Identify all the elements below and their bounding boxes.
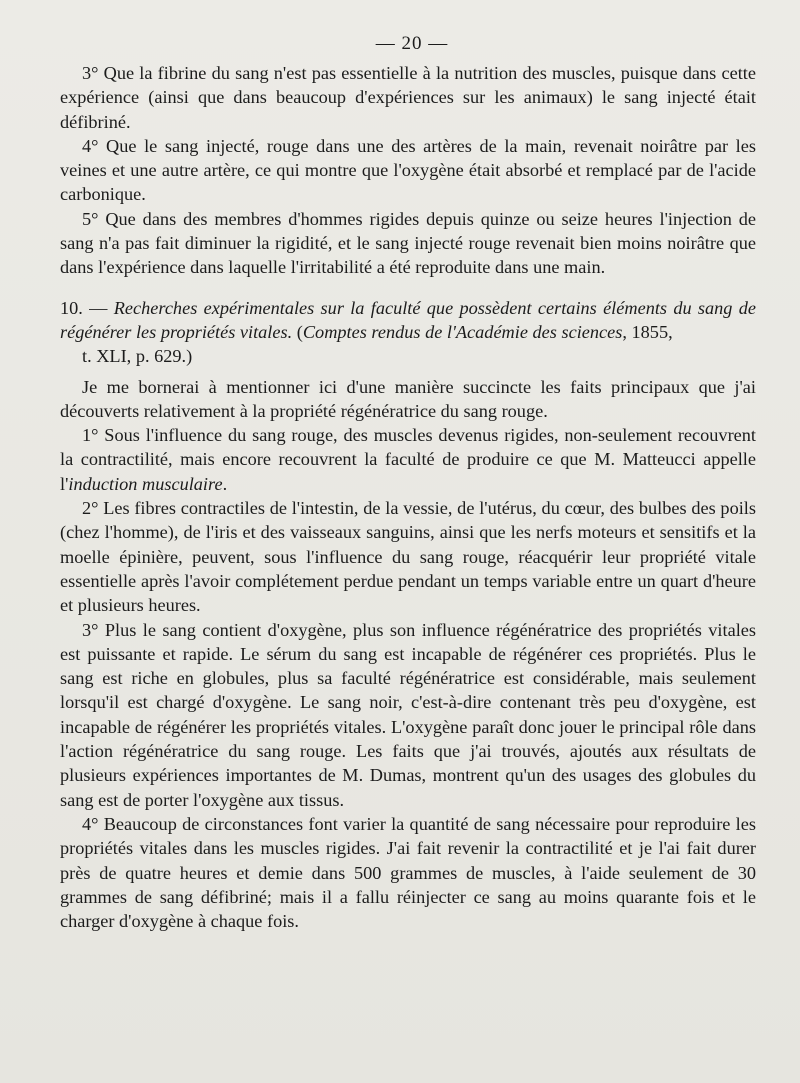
entry-title: Recherches expérimentales sur la faculté que possèdent certains éléments du sang de régénérer les propriétés vitales.: [60, 297, 756, 342]
paragraph-point-4: 4° Que le sang injecté, rouge dans une des artères de la main, revenait noirâtre par les veines et une autre artère, ce qui montre que l'oxygène était absorbé et remplacé par de l'acide carbonique.: [60, 135, 756, 205]
paragraph-finding-1: [60, 423, 756, 496]
entry-source-year: , 1855,: [622, 321, 673, 342]
entry-source-open: (: [292, 321, 303, 342]
finding-1-emphasis: induction musculaire: [68, 473, 223, 494]
paragraph-intro: Je me bornerai à mentionner ici d'une manière succincte les faits principaux que j'ai découverts relativement à la propriété régénératrice du sang rouge.: [60, 376, 756, 421]
paragraph-finding-3: 3° Plus le sang contient d'oxygène, plus son influence régénératrice des propriétés vitales est puissante et rapide. Le sérum du sang est incapable de régénérer ces propriétés. Plus le sang est riche en globules, plus sa faculté régénératrice est considérable, mais seulement lorsqu'il est chargé d'oxygène. Le sang noir, c'est-à-dire contenant très peu d'oxygène, est incapable de régénérer les propriétés vitales. L'oxygène paraît donc jouer le principal rôle dans l'action régénératrice du sang rouge. Les faits que j'ai trouvés, ajoutés aux résultats de plusieurs expériences importantes de M. Dumas, montrent qu'un des usages des globules du sang est de porter l'oxygène aux tissus.: [60, 619, 756, 810]
entry-number: 10. —: [60, 297, 114, 318]
bibliography-entry: [60, 296, 756, 369]
paragraph-finding-4: 4° Beaucoup de circonstances font varier la quantité de sang nécessaire pour reproduire les propriétés vitales dans les muscles rigides. J'ai fait revenir la contractilité et je l'ai fait durer près de quatre heures et demie dans 500 grammes de muscles, à l'aide seulement de 30 grammes de sang défibriné; mais il a fallu réinjecter ce sang au moins quarante fois et le charger d'oxygène à chaque fois.: [60, 813, 756, 932]
entry-source-ref: t. XLI, p. 629.): [82, 346, 193, 367]
paragraph-point-3: 3° Que la fibrine du sang n'est pas essentielle à la nutrition des muscles, puisque dans cette expérience (ainsi que dans beaucoup d'expériences sur les animaux) le sang injecté était défibriné.: [60, 63, 756, 132]
paragraph-point-5: 5° Que dans des membres d'hommes rigides depuis quinze ou seize heures l'injection de sang n'a pas fait diminuer la rigidité, et le sang injecté rouge revenait bien moins noirâtre que dans l'expérience dans laquelle l'irritabilité a été reproduite dans une main.: [60, 208, 756, 278]
entry-source-title: Comptes rendus de l'Académie des sciences: [302, 321, 623, 342]
finding-1-end: .: [222, 473, 228, 494]
finding-1-text: 1° Sous l'influence du sang rouge, des muscles devenus rigides, non-seulement recouvrent la contractilité, mais encore recouvrent la faculté de produire ce que M. Matteucci appelle l': [60, 425, 756, 494]
paragraph-finding-2: 2° Les fibres contractiles de l'intestin, de la vessie, de l'utérus, du cœur, des bulbes des poils (chez l'homme), de l'iris et des vaisseaux sanguins, ainsi que les nerfs moteurs et sensitifs et la moelle épinière, peuvent, sous l'influence du sang rouge, réacquérir leur propriété vitale essentielle après l'avoir complétement perdue pendant un temps variable entre un quart d'heure et plusieurs heures.: [60, 498, 756, 616]
page-number: — 20 —: [375, 33, 449, 54]
